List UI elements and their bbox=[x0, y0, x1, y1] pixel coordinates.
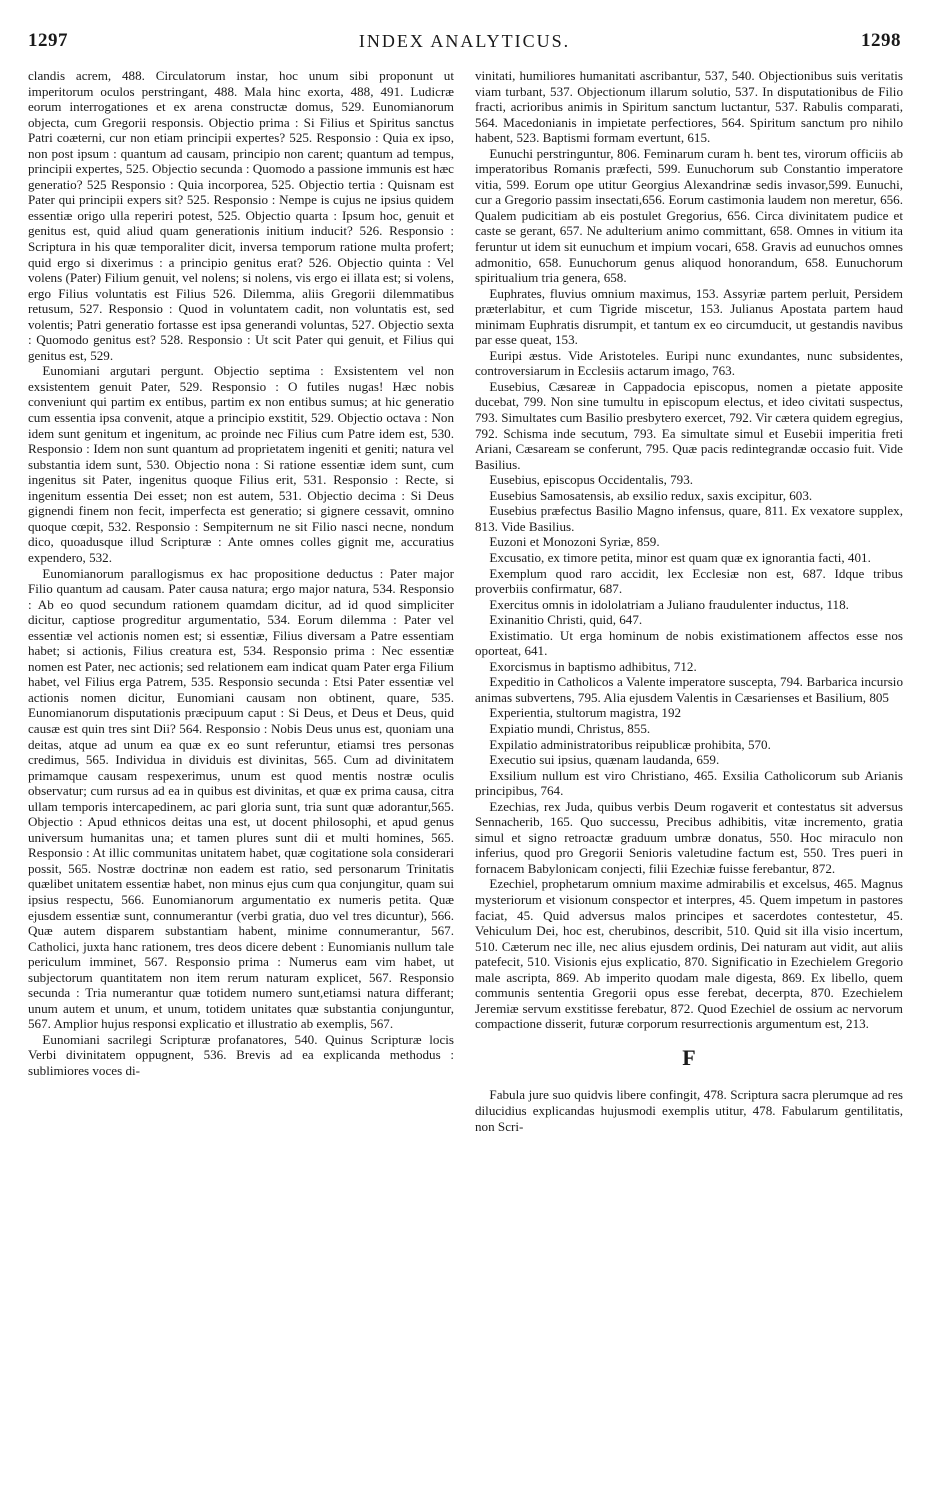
right-column bbox=[475, 68, 903, 1134]
running-title: INDEX ANALYTICUS. bbox=[358, 31, 571, 51]
index-entry: Experientia, stultorum magistra, 192 bbox=[489, 705, 682, 721]
index-entry: Ezechiel, prophetarum omnium maxime admirabilis et excelsus, 465. Magnus mysteriorum et visionum conspector et interpres, 45. Quem impetum in pastores faciat, 45. Quid adversus malos principes et sacerdotes contestetur, 45. Vehiculum Dei, hoc est, cherubinos, describit, 510. Quid sit illa visio incertum, 510. Cæterum nec ille, nec alius ejusdem ordinis, Dei naturam aut vidit, aut aliis patefecit, 510. Visionis ejus explicatio, 870. Significatio in Ezechielem Gregorio male ascripta, 869. Ab imperito quodam male digesta, 869. Ex libello, quem communis sententia Gregorii opus esse ferebat, decerpta, 870. Ezechielem Jeremiæ servum exstitisse ferebatur, 872. Quod Ezechiel de ossium ac nervorum compactione disserit, futuræ corporum resurrectionis argumentum est, 213. bbox=[475, 876, 903, 1032]
index-entry: Eunomiani argutari pergunt. Objectio septima : Exsistentem vel non exsistentem genuit Pater, 529. Responsio : O futiles nugas! Hæc nobis conveniunt qui partim ex entibus, partim ex non entibus sumus; at hic generatio cum essentia ipsa convenit, atque a principio exstitit, 529. Objectio octava : Non idem sunt genitum et ingenitum, ac proinde nec Filius cum Patre idem est, 530. Responsio : Idem non sunt quantum ad proprietatem ingeniti et geniti; natura vel substantia idem sunt, 530. Objectio nona : Si ratione essentiæ idem sunt, cum ingenitus sit Pater, ingenitus quoque Filius erit, 531. Responsio : Recte, si ingenitum essentia Dei esset; non est autem, 531. Objectio decima : Si Deus gignendi finem non fecit, imperfecta est generatio; si gignere cessavit, omnino quoque cœpit, 532. Responsio : Sempiternum ne sit Filio nasci necne, nondum dico, quoadusque illud Scripturæ : Ante omnes colles gignit me, accuratius expendero, 532. bbox=[28, 363, 454, 565]
index-entry: Euripi æstus. Vide Aristoteles. Euripi nunc exundantes, nunc subsidentes, controversiarum in Ecclesiis actarum imago, 763. bbox=[475, 347, 903, 379]
index-entry: Eusebius Samosatensis, ab exsilio redux, saxis excipitur, 603. bbox=[489, 487, 813, 503]
index-entry: Euzoni et Monozoni Syriæ, 859. bbox=[489, 534, 660, 550]
section-letter: F bbox=[682, 1044, 696, 1070]
page-number-right: 1298 bbox=[861, 30, 901, 51]
page-number-left: 1297 bbox=[28, 30, 68, 51]
index-entry: Eunuchi perstringuntur, 806. Feminarum curam h. bent tes, virorum officiis ab imperatoribus Romanis præfecti, 599. Eunuchorum sub Constantio imperatore vitia, 599. Eorum ope utitur Georgius Alexandrinæ sedis invasor,599. Eunuchi, cur a Gregorio passim insectati,656. Eorum castimonia laudem non meretur, 656. Qualem pudicitiam ab eis postulet Gregorius, 656. Circa divinitatem pudice et caste se gerant, 657. Ne adulterium animo committant, 658. Omnes in vitium ita feruntur ut idem sit eunuchum et impium vocari, 658. Gravis ad eunuchos omnes admonitio, 658. Eunuchorum genus aliquod honorandum, 658. Eunuchorum spiritualium tria genera, 658. bbox=[475, 145, 903, 286]
index-entry: Expiatio mundi, Christus, 855. bbox=[489, 720, 651, 736]
index-entry: Eunomianorum parallogismus ex hac propositione deductus : Pater major Filio quantum ad causam. Pater causa natura; ergo major natura, 534. Responsio : Ab eo quod secundum rationem quamdam dicitur, ad id quod simpliciter dicitur, captiose progreditur argumentatio, 534. Eorum dilemma : Pater vel essentiæ vel actionis nomen est; si essentiæ, Filius diversam a Patre essentiam habet; si actionis, Filius creatura est, 534. Responsio prima : Nec essentiæ nomen est Pater, nec actionis; sed relationem eam indicat quam Pater erga Filium habet, vel Filius erga Patrem, 535. Responsio secunda : Etsi Pater essentiæ vel actionis nomen dicitur, Eunomiani causam non obtinent, quare, 535. Eunomianorum disputationis præcipuum caput : Si Deus, et Deus et Deus, quid causæ est quin tres sint Dii? 564. Responsio : Nobis Deus unus est, quoniam una deitas, atque ad unum ea quæ ex eo sunt referuntur, etiamsi tres personas credimus, 565. Individua in dividuis est divinitas, 565. Cum ad divinitatem primamque causam respexerimus, unum est quod mentis nostræ oculis observatur; cum rursus ad ea in quibus est divinitas, et quæ ex prima causa, citra ullam temporis intercapedinem, ac pari gloria sunt, tria sunt quæ adorantur,565. Objectio : Apud ethnicos deitas una est, ut docent philosophi, et apud genus universum humanitas una; et tamen plures sunt dii et multi homines, 565. Responsio : At illic communitas unitatem habet, quæ cogitatione sola considerari possit, 565. Nostræ doctrinæ non eadem est ratio, sed personarum Trinitatis quælibet unitatem essentiæ habet, non minus ejus cum qua conjungitur, quam sui ipsius respectu, 566. Eunomianorum argumentatio ex numeris petita. Quæ ejusdem essentiæ sunt, connumerantur (verbi gratia, duo vel tres dicuntur), 566. Quæ autem disparem substantiam habent, minime connumerantur, 567. Catholici, juxta hanc rationem, tres deos dicere debent : Eunomianis nullum tale periculum imminet, 567. Responsio prima : Numerus eam vim habet, ut subjectorum quantitatem non item rerum naturam explicet, 567. Responsio secunda : Tria numerantur quæ totidem numero sunt,etiamsi natura differant; unum autem et unum, et unum, totidem unitates quæ substantia conjunguntur, 567. Amplior hujus responsi explicatio et illustratio ab exemplis, 567. bbox=[28, 565, 454, 1032]
index-entry: Eusebius, Cæsareæ in Cappadocia episcopus, nomen a pietate apposite ducebat, 799. Non sine tumultu in episcopum electus, et ideo civitati suspectus, 793. Simultates cum Basilio presbytero exercet, 792. Vir cætera quidem egregius, 792. Schisma inde secutum, 793. Ea simultate simul et Eusebii imperitia freti Ariani, Cæsaream se conferunt, 795. Quæ pacis redintegrandæ occasio fuit. Vide Basilius. bbox=[475, 378, 903, 472]
index-entry: Exinanitio Christi, quid, 647. bbox=[489, 612, 643, 628]
index-entry: Eusebius præfectus Basilio Magno infensus, quare, 811. Ex vexatore supplex, 813. Vide Basilius. bbox=[475, 503, 903, 534]
running-header bbox=[28, 30, 901, 56]
index-entry: Expeditio in Catholicos a Valente imperatore suscepta, 794. Barbarica incursio animas subvertens, 795. Alia ejusdem Valentis in Cæsarienses et Basilium, 805 bbox=[475, 674, 903, 705]
index-entry: Expilatio administratoribus reipublicæ prohibita, 570. bbox=[489, 736, 771, 752]
index-entry: vinitati, humiliores humanitati ascribantur, 537, 540. Objectionibus suis veritatis viam turbant, 537. Objectionum illarum solutio, 537. In disputationibus de Filio fracti, acrioribus animis in Spiritum sanctum luctantur, 537. Rabulis comparati, 564. Macedonianis in impietate perfectiores, 564. Spiritum sanctum pro nihilo habent, 523. Baptismi formam evertunt, 615. bbox=[475, 68, 903, 146]
index-entry: Exemplum quod raro accidit, lex Ecclesiæ non est, 687. Idque tribus proverbiis confirmatur, 687. bbox=[475, 565, 903, 597]
index-entry: Exsilium nullum est viro Christiano, 465. Exsilia Catholicorum sub Arianis principibus, 764. bbox=[475, 767, 903, 799]
index-entry: Euphrates, fluvius omnium maximus, 153. Assyriæ partem perluit, Persidem præterlabitur, et cum Tigride miscetur, 153. Julianus Apostata partem haud minimam Euphratis disrumpit, et tantum ex eo circumducit, ut gestandis navibus par esse queat, 153. bbox=[475, 285, 903, 348]
index-entry: Excusatio, ex timore petita, minor est quam quæ ex ignorantia facti, 401. bbox=[489, 549, 871, 565]
index-entry: Executio sui ipsius, quænam laudanda, 659. bbox=[489, 752, 720, 768]
index-entry: Eusebius, episcopus Occidentalis, 793. bbox=[489, 472, 694, 488]
index-entry: Existimatio. Ut erga hominum de nobis existimationem affectos esse nos oporteat, 641. bbox=[475, 627, 903, 659]
index-entry: Exercitus omnis in idololatriam a Juliano fraudulenter inductus, 118. bbox=[489, 596, 849, 612]
index-entry: Exorcismus in baptismo adhibitus, 712. bbox=[489, 658, 697, 674]
index-entry: Fabula jure suo quidvis libere confingit, 478. Scriptura sacra plerumque ad res dilucidius explicandas hujusmodi exemplis utitur, 478. Fabularum gentilitatis, non Scri- bbox=[475, 1087, 903, 1134]
index-entry: Eunomiani sacrilegi Scripturæ profanatores, 540. Quinus Scripturæ locis Verbi divinitatem oppugnent, 536. Brevis ad ea explicanda methodus : sublimiores voces di- bbox=[28, 1031, 454, 1078]
left-column bbox=[28, 68, 454, 1079]
index-entry: Ezechias, rex Juda, quibus verbis Deum rogaverit et contestatus sit adversus Sennacherib, 165. Quo successu, Precibus adhibitis, vitæ incremento, gratia simul et signo retroactæ graduum umbræ donatus, 550. Hoc miraculo non inferius, quod pro Gregorii Senioris valetudine factum est, 550. Tres pueri in fornacem Babylonicam conjecti, filii Ezechiæ fuisse ferebantur, 872. bbox=[475, 798, 903, 876]
index-entry: clandis acrem, 488. Circulatorum instar, hoc unum sibi proponunt ut imperitorum oculos perstringant, 488. Mala hinc exorta, 488, 491. Ludicræ eorum interrogationes et ex arena constructæ domus, 529. Eunomianorum objecta, cum Gregorii responsis. Objectio prima : Si Filius et Spiritus sanctus Patri coæterni, cur non etiam principii expertes? 525. Responsio : Quia ex ipso, non post ipsum : quantum ad causam, principio non carent; quantum ad tempus, principii expertes, 525. Objectio secunda : Quomodo a passione immunis est hæc generatio? 525 Responsio : Quia incorporea, 525. Objectio tertia : Quisnam est Pater qui principii expers sit? 525. Responsio : Nempe is cujus ne ipsius quidem essentiæ origo ulla reperiri potest, 525. Objectio quarta : Ipsum hoc, genuit et genitus est, quid aliud quam generationis initium inducit? 526. Responsio : Scriptura in his quæ temporaliter dicit, inversa temporum ratione multa profert; quid ergo si dixerimus : a principio genitus erat? 526. Objectio quinta : Vel volens (Pater) Filium genuit, vel nolens; si nolens, vis ergo ei illata est; si volens, ergo Filius voluntatis est Filius 526. Dilemma, aliis Gregorii dilemmatibus retusum, 527. Responsio : Quod in voluntatem cadit, non voluntatis est, sed volentis; Patri generatio fortasse est ipsa generandi voluntas, 527. Objectio sexta : Quomodo genitus est? 528. Responsio : Ut scit Pater qui genuit, et Filius qui genitus est, 529. bbox=[28, 68, 454, 363]
